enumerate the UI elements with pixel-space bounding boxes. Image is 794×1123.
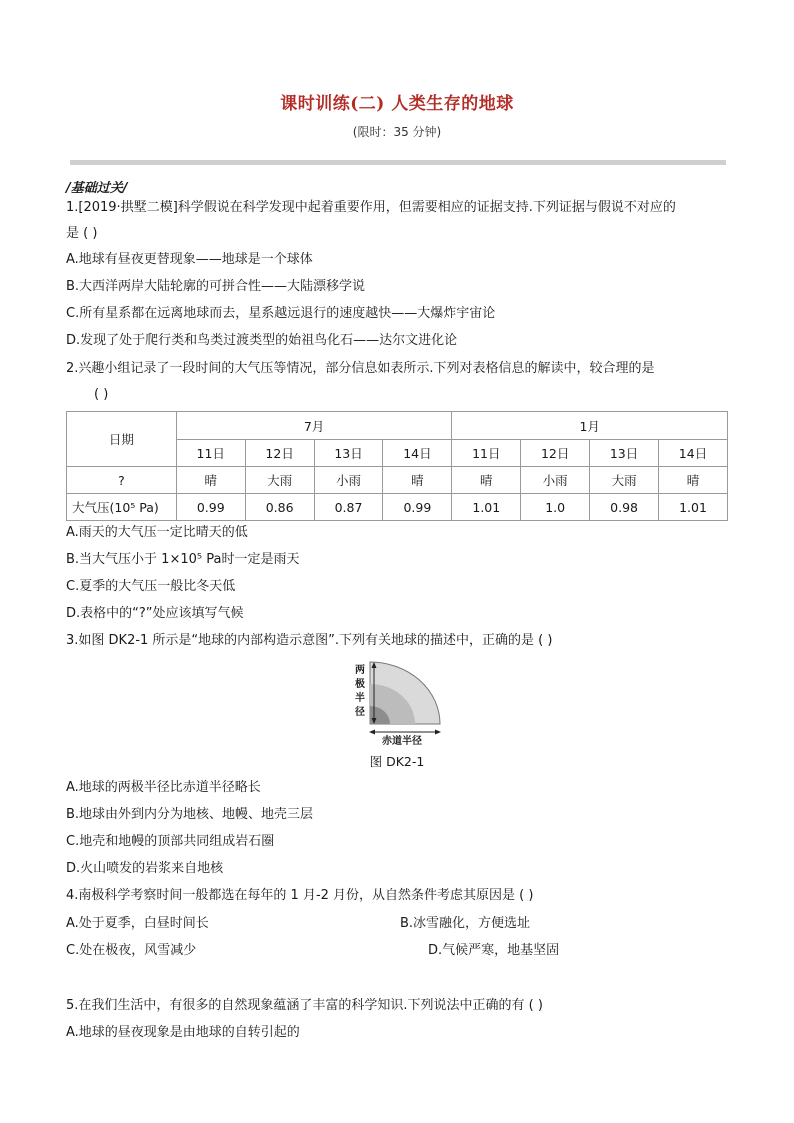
q2-option-a: A.雨天的大气压一定比晴天的低 [66,525,248,540]
unknown-row-label: ? [67,467,177,494]
day-cell: 13日 [590,440,659,467]
weather-cell: 晴 [383,467,452,494]
pressure-cell: 0.98 [590,494,659,521]
weather-cell: 小雨 [521,467,590,494]
day-cell: 12日 [245,440,314,467]
q3-option-d: D.火山喷发的岩浆来自地核 [66,861,224,876]
q2-stem-line1: 2.兴趣小组记录了一段时间的大气压等情况，部分信息如表所示.下列对表格信息的解读中，较合理的是 [66,361,655,376]
q1-stem-line2: 是 ( ) [66,226,98,241]
july-header: 7月 [176,412,452,440]
q4-option-d: D.气候严寒，地基坚固 [428,943,560,958]
day-cell: 14日 [383,440,452,467]
pressure-cell: 0.99 [383,494,452,521]
q1-option-c: C.所有星系都在远离地球而去，星系越远退行的速度越快——大爆炸宇宙论 [66,306,496,321]
q4-option-c: C.处在极夜，风雪减少 [66,943,197,958]
q4-stem: 4.南极科学考察时间一般都选在每年的 1 月-2 月份，从自然条件考虑其原因是 ( ) [66,888,534,903]
polar-radius-label: 两 极 半 径 [355,665,365,718]
weather-cell: 晴 [659,467,728,494]
weather-cell: 大雨 [245,467,314,494]
pressure-cell: 0.99 [176,494,245,521]
earth-structure-figure [350,658,442,747]
day-cell: 13日 [314,440,383,467]
q5-option-a: A.地球的昼夜现象是由地球的自转引起的 [66,1025,300,1040]
q2-option-b: B.当大气压小于 1×10⁵ Pa时一定是雨天 [66,552,300,567]
pressure-row-label: 大气压(10⁵ Pa) [67,494,177,521]
pressure-cell: 1.01 [452,494,521,521]
q4-option-a: A.处于夏季，白昼时间长 [66,916,209,931]
q1-stem-line1: 1.[2019·拱墅二模]科学假说在科学发现中起着重要作用，但需要相应的证据支持.下列证据与假说不对应的 [66,200,676,215]
weather-cell: 小雨 [314,467,383,494]
figure-caption: 图 DK2-1 [369,754,425,769]
q3-stem: 3.如图 DK2-1 所示是“地球的内部构造示意图”.下列有关地球的描述中，正确的是 ( ) [66,633,553,648]
q1-option-b: B.大西洋两岸大陆轮廓的可拼合性——大陆漂移学说 [66,279,366,294]
q2-stem-line2: ( ) [94,387,109,402]
q5-stem: 5.在我们生活中，有很多的自然现象蕴涵了丰富的科学知识.下列说法中正确的有 ( ) [66,998,543,1013]
day-cell: 11日 [176,440,245,467]
weather-cell: 大雨 [590,467,659,494]
pressure-cell: 0.87 [314,494,383,521]
weather-cell: 晴 [452,467,521,494]
date-header: 日期 [67,412,177,467]
q2-option-c: C.夏季的大气压一般比冬天低 [66,579,236,594]
pressure-cell: 1.0 [521,494,590,521]
page-title: 课时训练(二) 人类生存的地球 [280,94,514,114]
day-cell: 11日 [452,440,521,467]
time-limit: (限时：35 分钟) [352,125,442,139]
q3-option-a: A.地球的两极半径比赤道半径略长 [66,780,261,795]
q3-option-c: C.地壳和地幔的顶部共同组成岩石圈 [66,834,275,849]
pressure-table [66,411,728,521]
pressure-cell: 0.86 [245,494,314,521]
january-header: 1月 [452,412,728,440]
day-cell: 14日 [659,440,728,467]
q4-option-b: B.冰雪融化，方便选址 [400,916,531,931]
q2-option-d: D.表格中的“?”处应该填写气候 [66,606,244,621]
q1-option-a: A.地球有昼夜更替现象——地球是一个球体 [66,252,313,267]
section-label: /基础过关/ [66,181,128,196]
q1-option-d: D.发现了处于爬行类和鸟类过渡类型的始祖鸟化石——达尔文进化论 [66,333,458,348]
weather-cell: 晴 [176,467,245,494]
q3-option-b: B.地球由外到内分为地核、地幔、地壳三层 [66,807,314,822]
pressure-cell: 1.01 [659,494,728,521]
day-cell: 12日 [521,440,590,467]
equator-radius-label: 赤道半径 [382,736,422,747]
divider [70,160,726,165]
